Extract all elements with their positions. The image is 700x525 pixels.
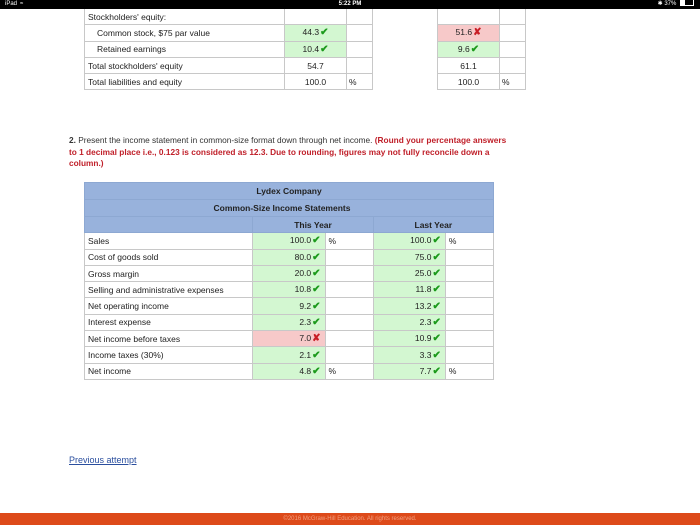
value-text: 44.3 [302,27,320,38]
company-name: Lydex Company [84,182,494,199]
common-stock-this-year-input[interactable] [285,25,347,41]
question-number: 2. [69,135,76,145]
row-label: Net income before taxes [85,331,253,347]
value-text: 10.4 [302,43,320,54]
table-row [85,25,526,41]
this-year-input[interactable] [253,249,325,265]
cell-empty [347,9,373,25]
check-icon: ✔ [432,268,441,280]
cell-empty [325,314,373,330]
row-label: Net income [85,363,253,379]
value-text: 11.8 [415,284,432,295]
value-text: 13.2 [414,300,432,311]
cell-gap [373,74,438,90]
check-icon: ✔ [432,333,441,345]
check-icon: ✔ [312,365,321,377]
value-text: 80.0 [294,251,312,262]
battery-icon [680,0,694,6]
value-text: 9.2 [299,300,312,311]
statement-title: Common-Size Income Statements [84,199,494,216]
cell-empty [500,25,526,41]
cell-empty [500,41,526,57]
value-text: 75.0 [414,251,432,262]
cell-gap [373,25,438,41]
clock: 5:22 PM [338,1,362,7]
value-text: 10.8 [294,284,312,295]
check-icon: ✔ [432,316,441,328]
retained-earnings-last-year-input[interactable] [438,41,500,57]
common-stock-last-year-input[interactable] [438,25,500,41]
last-year-input[interactable] [373,298,445,314]
this-year-input[interactable] [253,331,325,347]
this-year-input[interactable] [253,233,325,249]
table-row [85,363,494,379]
cell-empty [445,331,493,347]
total-equity-this-year: 54.7 [285,57,347,73]
table-row [85,233,494,249]
cell-gap [373,57,438,73]
row-label: Total stockholders' equity [85,57,285,73]
check-icon: ✔ [312,284,321,296]
cell-empty [325,282,373,298]
value-text: 9.6 [457,43,470,54]
this-year-input[interactable] [253,314,325,330]
value-text: 20.0 [294,268,312,279]
last-year-input[interactable] [373,265,445,281]
check-icon: ✔ [470,43,480,55]
this-year-input[interactable] [253,347,325,363]
value-text: 3.3 [419,349,432,360]
check-icon: ✔ [320,27,329,39]
value-text: 7.0 [299,333,312,344]
percent-sign: % [445,233,493,249]
value-text: 51.6 [455,27,473,38]
row-label: Common stock, $75 par value [85,25,285,41]
last-year-input[interactable] [373,363,445,379]
check-icon: ✔ [432,284,441,296]
cell-empty [325,265,373,281]
check-icon: ✔ [312,268,321,280]
last-year-input[interactable] [373,249,445,265]
cell-empty [445,298,493,314]
column-header-row [85,217,494,233]
check-icon: ✔ [432,365,441,377]
total-liabilities-last-year: 100.0 [438,74,500,90]
column-last-year: Last Year [373,217,493,233]
last-year-input[interactable] [373,233,445,249]
percent-sign: % [445,363,493,379]
wifi-icon: ≈ [20,1,24,7]
table-row [85,347,494,363]
cell-empty [325,298,373,314]
percent-sign: % [500,74,526,90]
row-label: Total liabilities and equity [85,74,285,90]
cell-empty [445,314,493,330]
battery-indicator [658,0,694,9]
footer: ©2016 McGraw-Hill Education. All rights reserved. [0,513,700,525]
check-icon: ✔ [312,251,321,263]
value-text: 2.1 [299,349,312,360]
battery-percent: 37% [664,1,677,8]
cell-empty [445,265,493,281]
question-prompt: Present the income statement in common-size format down through net income. [78,135,373,145]
cell-empty [438,9,500,25]
value-text: 25.0 [414,268,432,279]
table-row [85,314,494,330]
value-text: 2.3 [419,316,432,327]
table-row [85,9,526,25]
row-label: Selling and administrative expenses [85,282,253,298]
balance-sheet-table [84,9,526,90]
cell-gap [373,9,438,25]
cell-empty [347,41,373,57]
check-icon: ✔ [312,316,321,328]
row-label: Income taxes (30%) [85,347,253,363]
value-text: 2.3 [299,316,312,327]
bluetooth-icon: ✱ [657,1,663,8]
cross-icon: ✘ [473,27,482,39]
cell-empty [500,57,526,73]
last-year-input[interactable] [373,347,445,363]
status-bar [0,0,700,9]
carrier-text: iPad [5,1,18,7]
last-year-input[interactable] [373,331,445,347]
income-statement [84,182,494,380]
stockholders-equity-heading: Stockholders' equity: [85,9,285,25]
table-row [85,265,494,281]
value-text: 7.7 [419,365,432,376]
this-year-input[interactable] [253,282,325,298]
table-row [85,249,494,265]
table-row [85,298,494,314]
row-label: Cost of goods sold [85,249,253,265]
value-text: 10.9 [414,333,432,344]
column-this-year: This Year [253,217,373,233]
cell-gap [373,41,438,57]
check-icon: ✔ [432,251,441,263]
income-statement-table [84,216,494,380]
check-icon: ✔ [432,349,441,361]
cell-empty [445,282,493,298]
cell-empty [347,25,373,41]
percent-sign: % [325,363,373,379]
this-year-input[interactable] [253,265,325,281]
row-label: Gross margin [85,265,253,281]
row-label: Net operating income [85,298,253,314]
last-year-input[interactable] [373,282,445,298]
check-icon: ✔ [432,235,441,247]
table-row [85,331,494,347]
row-label: Interest expense [85,314,253,330]
check-icon: ✔ [312,349,321,361]
total-equity-last-year: 61.1 [438,57,500,73]
check-icon: ✔ [312,235,321,247]
value-text: 4.8 [299,365,312,376]
row-label: Retained earnings [85,41,285,57]
value-text: 100.0 [410,235,432,246]
row-label: Sales [85,233,253,249]
question-text [69,135,515,170]
cell-empty [445,249,493,265]
table-row [85,57,526,73]
percent-sign: % [347,74,373,90]
this-year-input[interactable] [253,298,325,314]
total-liabilities-this-year: 100.0 [285,74,347,90]
cell-empty [325,331,373,347]
check-icon: ✔ [312,300,321,312]
cell-empty [325,249,373,265]
cell-empty [325,347,373,363]
cell-empty [347,57,373,73]
previous-attempt-link[interactable]: Previous attempt [69,455,137,465]
cell-empty [285,9,347,25]
percent-sign: % [325,233,373,249]
table-row [85,41,526,57]
cell-empty [500,9,526,25]
check-icon: ✔ [320,43,329,55]
rounding-instruction: (Round your percentage answers to 1 decimal place i.e., 0.123 is considered as 12.3. Due to rounding, figures may not fully reconcile down a column.) [69,135,507,169]
header-empty [85,217,253,233]
value-text: 100.0 [289,235,312,246]
table-row [85,282,494,298]
this-year-input[interactable] [253,363,325,379]
last-year-input[interactable] [373,314,445,330]
cell-empty [445,347,493,363]
cross-icon: ✘ [312,333,321,345]
retained-earnings-this-year-input[interactable] [285,41,347,57]
check-icon: ✔ [432,300,441,312]
table-row [85,74,526,90]
